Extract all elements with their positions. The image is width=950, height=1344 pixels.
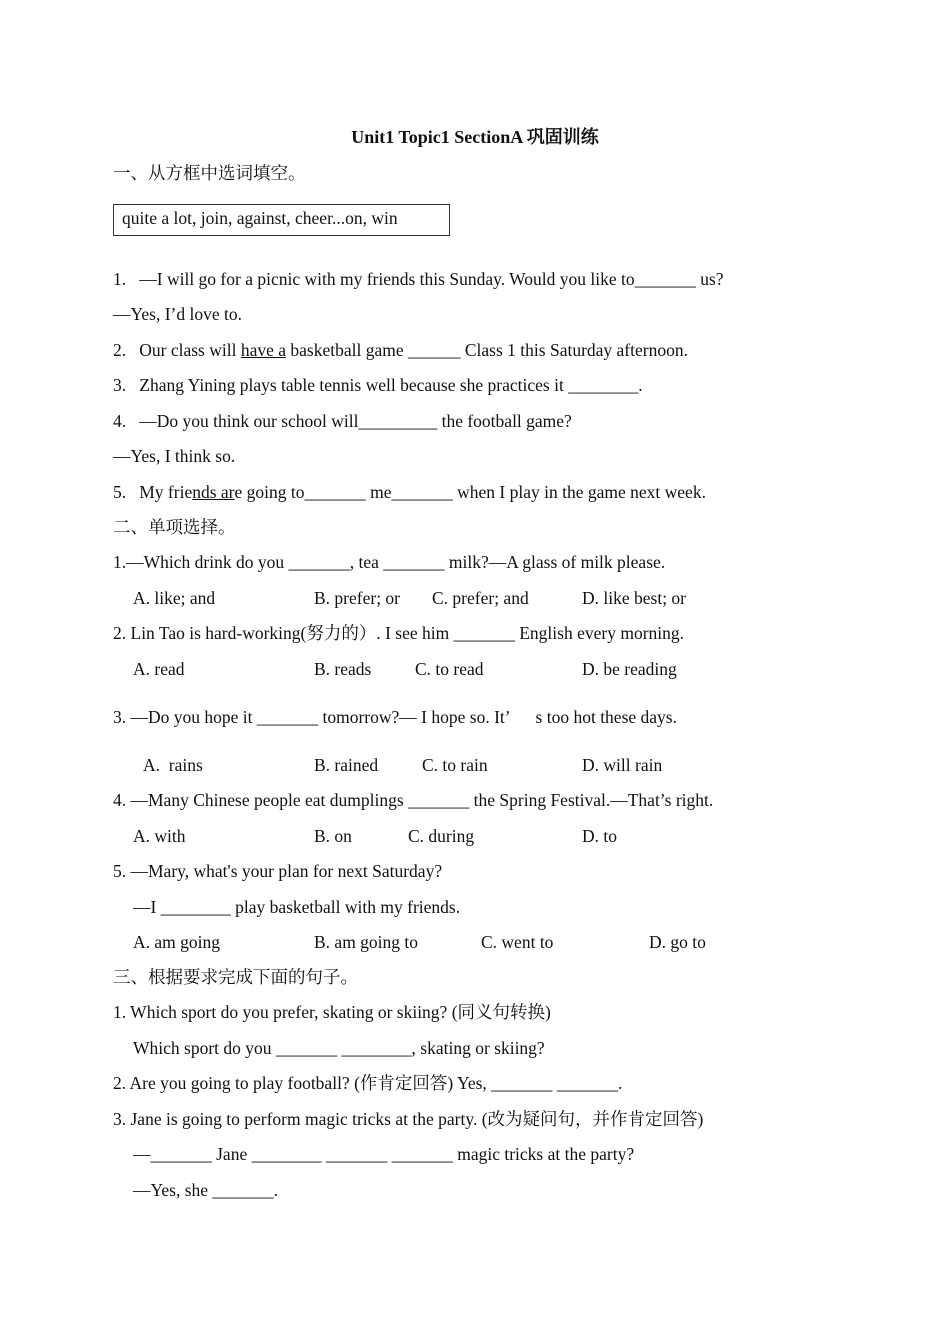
part2-heading: 二、单项选择。 [113, 517, 236, 537]
part2-q5-option-c: C. went to [481, 932, 554, 952]
part3-q3-question-line: —_______ Jane ________ _______ _______ magic tricks at the party? [133, 1144, 635, 1164]
part1-q2 [113, 339, 688, 361]
part2-q2-option-d: D. be reading [582, 659, 677, 679]
part2-q4: 4. —Many Chinese people eat dumplings _______ the Spring Festival.—That’s right. [113, 790, 714, 810]
part2-q2-option-b: B. reads [314, 659, 372, 679]
part2-q4-option-d: D. to [582, 826, 617, 846]
page-title: Unit1 Topic1 SectionA 巩固训练 [351, 127, 599, 147]
part2-q3: 3. —Do you hope it _______ tomorrow?— I hope so. It’ s too hot these days. [113, 707, 677, 727]
part2-q4-option-b: B. on [314, 826, 352, 846]
part2-q1-option-d: D. like best; or [582, 588, 687, 608]
part2-q2: 2. Lin Tao is hard-working(努力的）. I see him _______ English every morning. [113, 623, 685, 643]
part1-q4-question: 4. —Do you think our school will_________ the football game? [113, 411, 572, 431]
part3-heading: 三、根据要求完成下面的句子。 [113, 967, 358, 987]
word-box-text: quite a lot, join, against, cheer...on, win [122, 208, 398, 228]
part1-q2-underlined: have a [240, 340, 287, 360]
part1-q5-underlined: nds ar [192, 482, 235, 502]
part2-q5-option-a: A. am going [133, 932, 221, 952]
part2-q4-option-c: C. during [408, 826, 475, 846]
part3-q2: 2. Are you going to play football? (作肯定回答) Yes, _______ _______. [113, 1073, 623, 1093]
part2-q1-option-a: A. like; and [133, 588, 216, 608]
part2-q5-question: 5. —Mary, what's your plan for next Saturday? [113, 861, 443, 881]
part1-q1-answer: —Yes, I’d love to. [113, 304, 242, 324]
part1-q5 [113, 481, 706, 503]
part1-q5-post: e going to_______ me_______ when I play in the game next week. [234, 482, 706, 502]
part2-q2-option-a: A. read [133, 659, 185, 679]
part2-q3-option-b: B. rained [314, 755, 379, 775]
part2-q3-option-a: A. rains [143, 755, 203, 775]
part2-q3-option-d: D. will rain [582, 755, 663, 775]
part2-q1-option-b: B. prefer; or [314, 588, 401, 608]
part1-q1-question: 1. —I will go for a picnic with my friends this Sunday. Would you like to_______ us? [113, 269, 724, 289]
part1-q3: 3. Zhang Yining plays table tennis well because she practices it ________. [113, 375, 643, 395]
word-box [113, 204, 450, 236]
part1-heading: 一、从方框中选词填空。 [113, 163, 306, 183]
part2-q3-option-c: C. to rain [422, 755, 488, 775]
part1-q2-pre: 2. Our class will [113, 340, 241, 360]
part2-q5-answer: —I ________ play basketball with my friends. [133, 897, 461, 917]
part1-q2-post: basketball game ______ Class 1 this Saturday afternoon. [286, 340, 688, 360]
part1-q4-answer: —Yes, I think so. [113, 446, 236, 466]
part2-q1-option-c: C. prefer; and [432, 588, 529, 608]
part1-q5-pre: 5. My frie [113, 482, 193, 502]
part2-q4-option-a: A. with [133, 826, 186, 846]
part3-q1-prompt: 1. Which sport do you prefer, skating or skiing? (同义句转换) [113, 1002, 551, 1022]
part2-q5-option-b: B. am going to [314, 932, 419, 952]
part3-q1-answer: Which sport do you _______ ________, skating or skiing? [133, 1038, 545, 1058]
part2-q2-option-c: C. to read [415, 659, 484, 679]
part3-q3-prompt: 3. Jane is going to perform magic tricks at the party. (改为疑问句，并作肯定回答) [113, 1109, 704, 1129]
part2-q1: 1.—Which drink do you _______, tea _______ milk?—A glass of milk please. [113, 552, 666, 572]
part2-q5-option-d: D. go to [649, 932, 706, 952]
part3-q3-answer-line: —Yes, she _______. [133, 1180, 279, 1200]
